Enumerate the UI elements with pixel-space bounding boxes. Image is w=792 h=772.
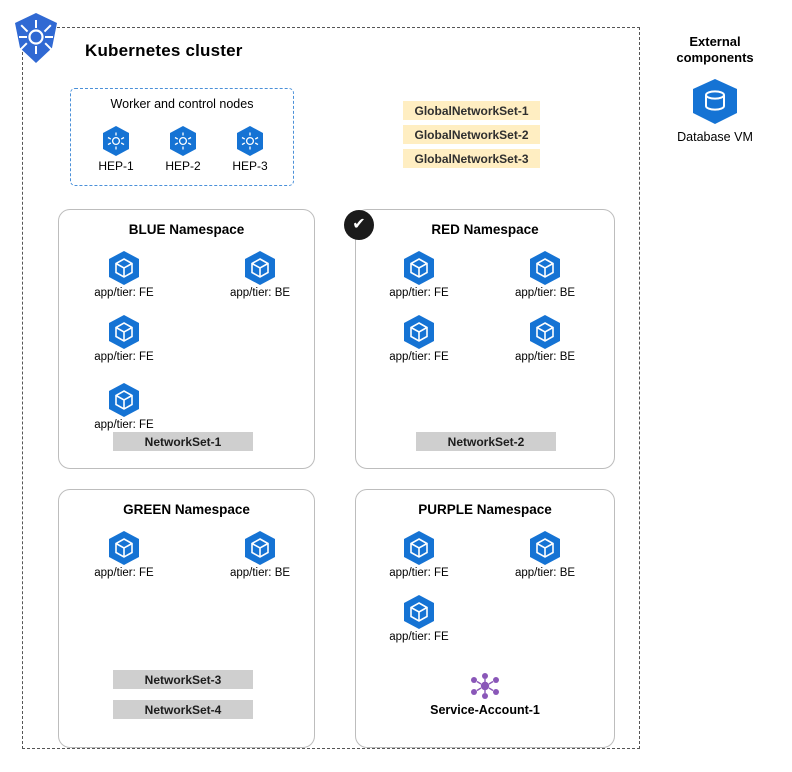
kubernetes-pod-icon [107, 250, 141, 286]
pod-red-4[interactable] [499, 314, 591, 363]
kubernetes-node-icon [101, 125, 131, 157]
database-vm[interactable] [665, 78, 765, 144]
pod-red-1[interactable] [373, 250, 465, 299]
pod-label: app/tier: FE [389, 287, 449, 299]
namespace-title: BLUE Namespace [128, 222, 245, 237]
worker-and-control-nodes-title: Worker and control nodes [110, 97, 254, 111]
namespace-title: PURPLE Namespace [418, 502, 552, 517]
namespace-selected-check-icon: ✔ [344, 210, 374, 240]
pod-red-3[interactable] [373, 314, 465, 363]
pod-label: app/tier: FE [389, 631, 449, 643]
kubernetes-node-icon [168, 125, 198, 157]
kubernetes-pod-icon [243, 250, 277, 286]
cluster-title: Kubernetes cluster [85, 41, 243, 60]
service-account-icon [468, 672, 502, 700]
service-account-label: Service-Account-1 [430, 703, 540, 717]
external-components-title [665, 34, 765, 66]
pod-label: app/tier: BE [514, 567, 576, 579]
host-endpoint-hep-3[interactable] [219, 125, 281, 173]
service-account-1[interactable] [420, 672, 550, 717]
kubernetes-pod-icon [528, 314, 562, 350]
kubernetes-pod-icon [243, 530, 277, 566]
kubernetes-pod-icon [107, 530, 141, 566]
pod-purple-1[interactable] [373, 530, 465, 579]
pod-green-2[interactable] [214, 530, 306, 579]
pod-purple-3[interactable] [373, 594, 465, 643]
kubernetes-node-icon [235, 125, 265, 157]
host-endpoint-label: HEP-1 [98, 159, 134, 173]
namespace-blue[interactable] [58, 209, 315, 469]
pod-label: app/tier: BE [229, 287, 291, 299]
global-network-set-3[interactable]: GlobalNetworkSet-3 [403, 149, 540, 168]
kubernetes-pod-icon [107, 382, 141, 418]
pod-purple-2[interactable] [499, 530, 591, 579]
network-set-4[interactable]: NetworkSet-4 [113, 700, 253, 719]
kubernetes-pod-icon [107, 314, 141, 350]
pod-label: app/tier: FE [94, 419, 154, 431]
kubernetes-pod-icon [402, 530, 436, 566]
pod-green-1[interactable] [78, 530, 170, 579]
host-endpoint-hep-2[interactable] [152, 125, 214, 173]
pod-label: app/tier: FE [94, 351, 154, 363]
namespace-title: GREEN Namespace [123, 502, 250, 517]
pod-label: app/tier: BE [229, 567, 291, 579]
kubernetes-pod-icon [528, 250, 562, 286]
external-components-title-line2: components [676, 50, 754, 65]
pod-label: app/tier: FE [94, 287, 154, 299]
pod-red-2[interactable] [499, 250, 591, 299]
pod-label: app/tier: FE [94, 567, 154, 579]
network-set-1[interactable]: NetworkSet-1 [113, 432, 253, 451]
external-components-title-line1: External [689, 34, 741, 49]
host-endpoint-hep-1[interactable] [85, 125, 147, 173]
pod-label: app/tier: FE [389, 567, 449, 579]
namespace-green[interactable] [58, 489, 315, 748]
pod-label: app/tier: BE [514, 351, 576, 363]
worker-and-control-nodes-group [70, 88, 294, 186]
pod-blue-2[interactable] [214, 250, 306, 299]
global-network-set-2[interactable]: GlobalNetworkSet-2 [403, 125, 540, 144]
network-set-3[interactable]: NetworkSet-3 [113, 670, 253, 689]
pod-blue-1[interactable] [78, 250, 170, 299]
kubernetes-pod-icon [528, 530, 562, 566]
pod-label: app/tier: FE [389, 351, 449, 363]
namespace-title: RED Namespace [431, 222, 539, 237]
kubernetes-logo-icon [8, 10, 64, 66]
namespace-red[interactable] [355, 209, 615, 469]
pod-label: app/tier: BE [514, 287, 576, 299]
kubernetes-pod-icon [402, 594, 436, 630]
kubernetes-pod-icon [402, 250, 436, 286]
network-set-2[interactable]: NetworkSet-2 [416, 432, 556, 451]
global-network-set-1[interactable]: GlobalNetworkSet-1 [403, 101, 540, 120]
pod-blue-3[interactable] [78, 314, 170, 363]
kubernetes-pod-icon [402, 314, 436, 350]
host-endpoint-label: HEP-3 [232, 159, 268, 173]
database-vm-label: Database VM [677, 130, 753, 144]
pod-blue-4[interactable] [78, 382, 170, 431]
database-icon [690, 78, 740, 126]
host-endpoint-label: HEP-2 [165, 159, 201, 173]
